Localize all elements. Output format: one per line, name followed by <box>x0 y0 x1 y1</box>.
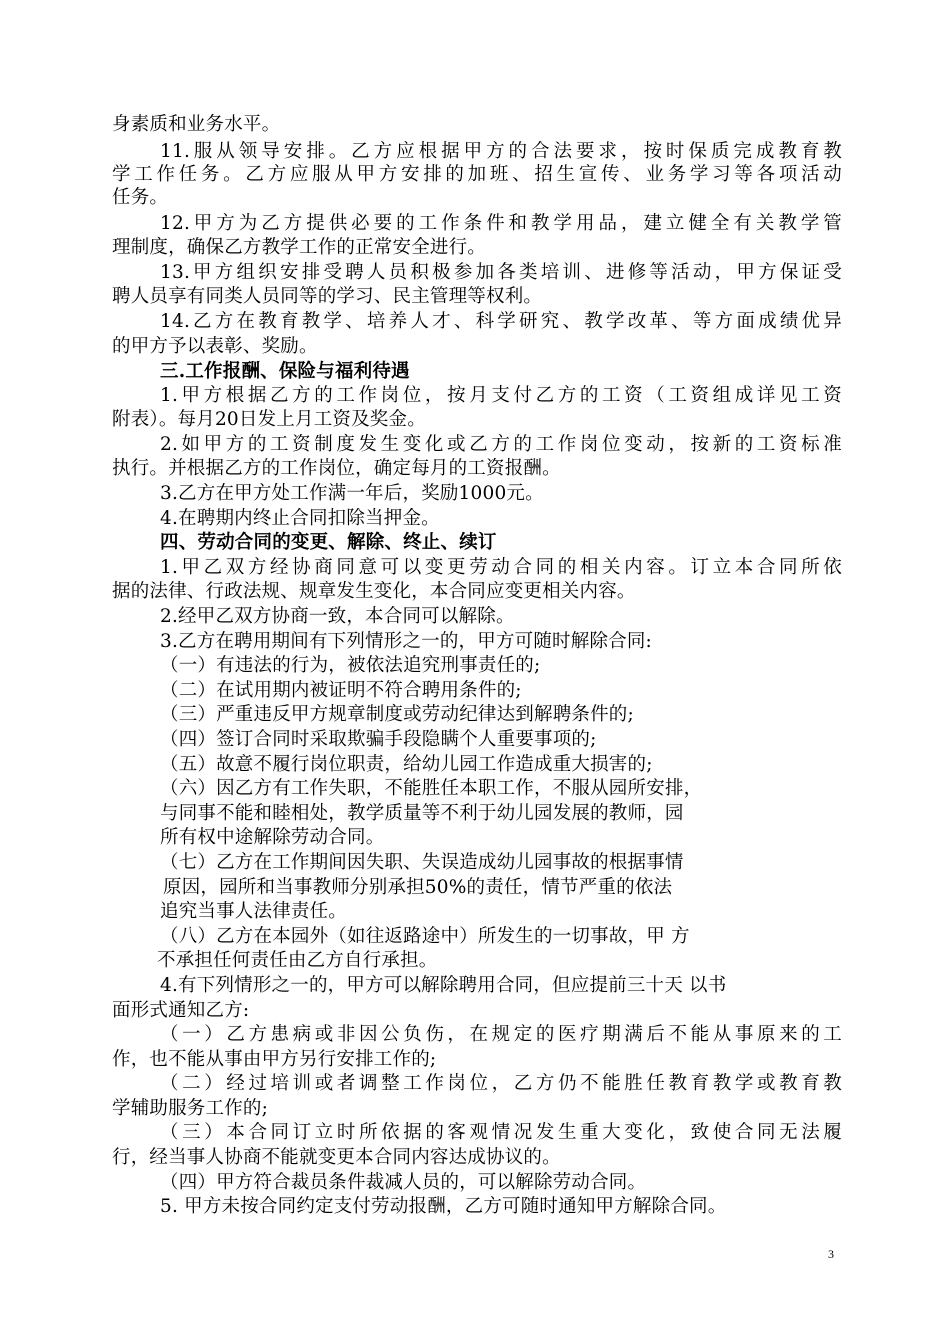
text-line: 追究当事人法律责任。 <box>160 901 348 922</box>
text-line: 原因，园所和当事教师分别承担50%的责任，情节严重的依法 <box>163 877 673 898</box>
text-line: 3.乙方在聘用期间有下列情形之一的，甲方可随时解除合同: <box>160 631 652 652</box>
text-line: 14.乙方在教育教学、培养人才、科学研究、教学改革、等方面成绩优异 <box>160 311 842 332</box>
section-heading: 三.工作报酬、保险与福利待遇 <box>160 361 410 382</box>
text-line: （四）签订合同时采取欺骗手段隐瞒个人重要事项的; <box>160 729 597 750</box>
text-line: （八）乙方在本园外（如往返路途中）所发生的一切事故，甲 方 <box>160 926 690 947</box>
text-line: 任务。 <box>112 187 169 208</box>
text-line: 作，也不能从事由甲方另行安排工作的; <box>112 1049 437 1070</box>
text-line: 据的法律、行政法规、规章发生变化，本合同应变更相关内容。 <box>112 581 636 602</box>
text-line: 不承担任何责任由乙方自行承担。 <box>157 950 438 971</box>
text-line: （三）本合同订立时所依据的客观情况发生重大变化，致使合同无法履 <box>160 1122 842 1143</box>
text-line: 12.甲方为乙方提供必要的工作条件和教学用品，建立健全有关教学管 <box>160 213 842 234</box>
text-line: 2.经甲乙双方协商一致，本合同可以解除。 <box>160 606 515 627</box>
section-heading: 四、劳动合同的变更、解除、终止、续订 <box>160 532 497 553</box>
text-line: 学辅助服务工作的; <box>112 1098 269 1119</box>
text-line: 聘人员享有同类人员同等的学习、民主管理等权利。 <box>112 286 543 307</box>
text-line: 3.乙方在甲方处工作满一年后，奖励1000元。 <box>160 483 544 504</box>
text-line: 身素质和业务水平。 <box>112 114 281 135</box>
text-line: 所有权中途解除劳动合同。 <box>160 827 385 848</box>
page-number: 3 <box>828 1247 834 1261</box>
text-line: 13.甲方组织安排受聘人员积极参加各类培训、进修等活动，甲方保证受 <box>160 262 842 283</box>
text-line: （二）经过培训或者调整工作岗位，乙方仍不能胜任教育教学或教育教 <box>160 1073 842 1094</box>
text-line: 面形式通知乙方: <box>112 1000 250 1021</box>
text-line: 理制度，确保乙方教学工作的正常安全进行。 <box>112 237 487 258</box>
text-line: 行，经当事人协商不能就变更本合同内容达成协议的。 <box>112 1147 561 1168</box>
text-line: 5. 甲方未按合同约定支付劳动报酬，乙方可随时通知甲方解除合同。 <box>160 1196 727 1217</box>
text-line: 执行。并根据乙方的工作岗位，确定每月的工资报酬。 <box>112 458 561 479</box>
text-line: （七）乙方在工作期间因失职、失误造成幼儿园事故的根据事情 <box>160 852 684 873</box>
text-line: 的甲方予以表彰、奖励。 <box>112 336 318 357</box>
text-line: （六）因乙方有工作失职，不能胜任本职工作，不服从园所安排， <box>160 778 703 799</box>
text-line: 2.如甲方的工资制度发生变化或乙方的工作岗位变动，按新的工资标准 <box>160 434 842 455</box>
text-line: 11.服从领导安排。乙方应根据甲方的合法要求，按时保质完成教育教 <box>160 141 842 162</box>
text-line: （三）严重违反甲方规章制度或劳动纪律达到解聘条件的; <box>160 704 634 725</box>
text-line: 1.甲方根据乙方的工作岗位，按月支付乙方的工资（工资组成详见工资 <box>160 385 842 406</box>
text-line: （四）甲方符合裁员条件裁减人员的，可以解除劳动合同。 <box>160 1172 647 1193</box>
text-line: 1.甲乙双方经协商同意可以变更劳动合同的相关内容。订立本合同所依 <box>160 557 842 578</box>
text-line: 4.有下列情形之一的，甲方可以解除聘用合同，但应提前三十天 以书 <box>160 975 727 996</box>
text-line: （一）有违法的行为，被依法追究刑事责任的; <box>160 655 541 676</box>
text-line: 附表）。每月20日发上月工资及奖金。 <box>112 409 426 430</box>
text-line: （一）乙方患病或非因公负伤，在规定的医疗期满后不能从事原来的工 <box>160 1024 842 1045</box>
text-line: 4.在聘期内终止合同扣除当押金。 <box>160 508 440 529</box>
text-line: （二）在试用期内被证明不符合聘用条件的; <box>160 680 522 701</box>
text-line: （五）故意不履行岗位职责，给幼儿园工作造成重大损害的; <box>160 754 653 775</box>
text-line: 学工作任务。乙方应服从甲方安排的加班、招生宣传、业务学习等各项活动 <box>112 164 842 185</box>
text-line: 与同事不能和睦相处，教学质量等不利于幼儿园发展的教师，园 <box>160 803 684 824</box>
